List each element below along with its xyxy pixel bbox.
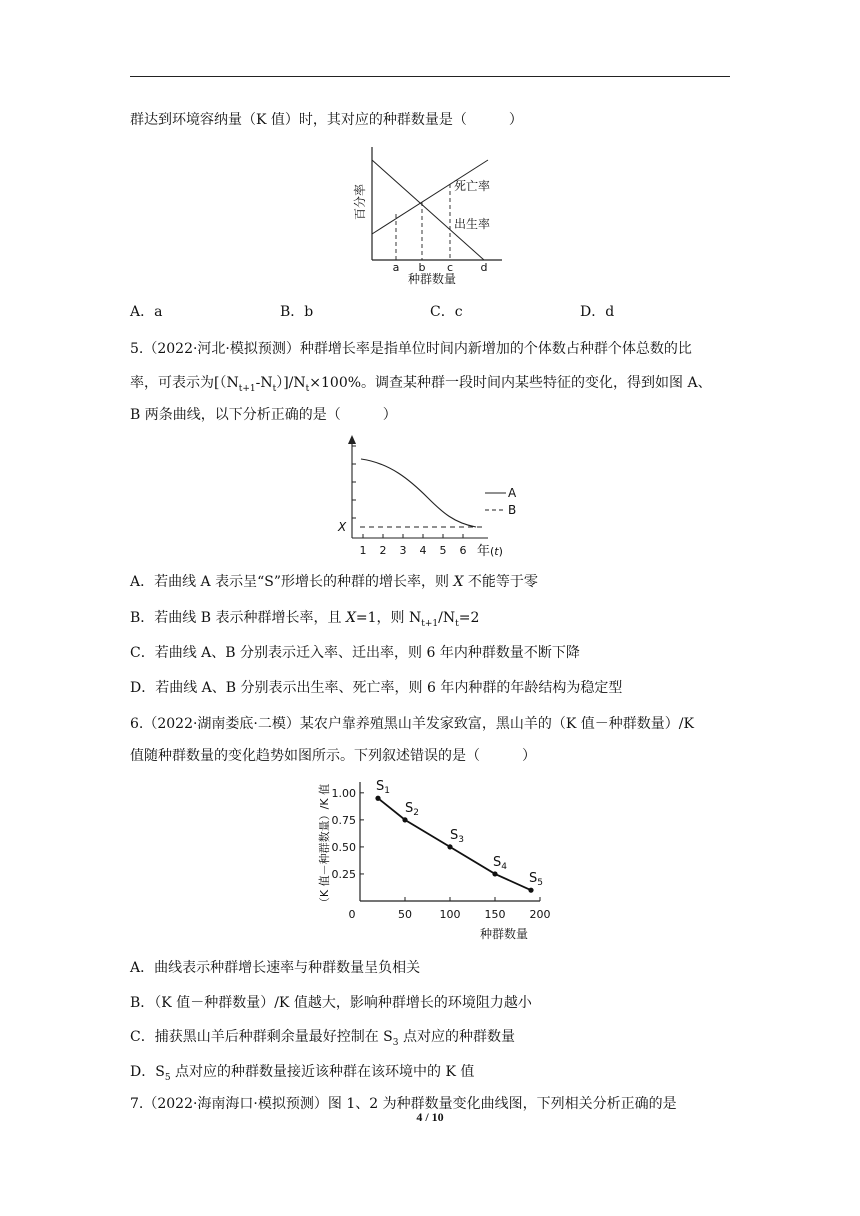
q4-tick-b: b [418,261,426,274]
q4-tick-c: c [446,261,454,274]
q5-figure [330,430,517,565]
q7-stem: 7.（2022·海南海口·模拟预测）图 1、2 为种群数量变化曲线图，下列相关分析正确的是 [130,1096,677,1112]
q6-point-label: $S_4$ [493,854,507,872]
q6-y-tick-label: 1.00 [331,786,356,800]
q5-tick-4: 4 [419,544,427,557]
q6-option-c: C．捕获黑山羊后种群剩余量最好控制在 $S_3$ 点对应的种群数量 [130,1029,515,1048]
q5-tick-1: 1 [359,544,367,557]
q5-option-c: C．若曲线 A、B 分别表示迁入率、迁出率，则 6 年内种群数量不断下降 [130,645,580,661]
q6-option-d: D．$S_5$ 点对应的种群数量接近该种群在该环境中的 K 值 [130,1064,475,1083]
q5-option-b: B．若曲线 B 表示种群增长率，且 X=1，则 $N_{t+1}/N_t=2$ [130,610,480,629]
q6-chart [308,774,558,946]
q6-point [402,817,407,822]
q6-point [528,888,533,893]
q5-option-a: A．若曲线 A 表示呈“S”形增长的种群的增长率，则 X 不能等于零 [130,574,538,590]
q6-option-b: B．（K 值－种群数量）/K 值越大，影响种群增长的环境阻力越小 [130,995,532,1011]
q4-option-d: D．d [580,304,615,320]
q6-y-tick-label: 0.25 [331,867,356,881]
q5-tick-5: 5 [439,544,447,557]
curve-a [361,459,476,527]
q4-line-label-death: 死亡率 [454,179,491,193]
q4-tick-a: a [392,261,400,274]
q6-x-tick-label: 50 [398,908,412,921]
q5-y-mark: X [338,520,347,534]
q6-ylabel: （K 值－种群数量）/K 值 [318,783,331,909]
q4-xlabel: 种群数量 [407,272,457,286]
q4-figure [342,142,512,287]
q4-tick-d: d [480,261,488,274]
q6-point-label: $S_3$ [450,827,464,845]
q5-option-d: D．若曲线 A、B 分别表示出生率、死亡率，则 6 年内种群的年龄结构为稳定型 [130,680,623,696]
q5-x-var: t [494,545,499,558]
q5-tick-3: 3 [399,544,407,557]
q6-y-tick-label: 0.50 [331,840,356,854]
q4-line-label-birth: 出生率 [454,217,491,231]
q4-ylabel: 百分率 [353,183,367,221]
svg-text:(t): (t) [490,545,503,558]
q6-option-a: A．曲线表示种群增长速率与种群数量呈负相关 [130,960,421,976]
header-rule [130,76,730,77]
q4-stem: 群达到环境容纳量（K 值）时，其对应的种群数量是（ ） [130,112,523,128]
q4-options [130,302,730,322]
q6-stem-line2: 值随种群数量的变化趋势如图所示。下列叙述错误的是（ ） [130,748,536,764]
q5-x-unit: 年 [477,544,491,559]
q6-point-label: $S_5$ [529,871,543,889]
q5-stem-line2: 率，可表示为$[(N_{t+1}-N_t)]/N_t\times 100\%$。调查某种群一段时间内某些特征的变化，得到如图 A、 [130,375,712,394]
q6-curve [378,798,531,890]
q6-x-tick-label: 200 [529,908,551,921]
q4-option-a: A．a [130,304,163,320]
q6-x-tick-label: 150 [484,908,506,921]
q5-legend-b: B [508,503,517,517]
q6-stem-line1: 6.（2022·湖南娄底·二模）某农户靠养殖黑山羊发家致富，黑山羊的（K 值－种群数量）/K [130,716,694,732]
q6-point-label: $S_2$ [405,800,419,818]
q6-point-label: $S_1$ [376,779,390,797]
q5-tick-6: 6 [459,544,467,557]
q5-stem-line3: B 两条曲线，以下分析正确的是（ ） [130,407,397,423]
q5-legend-a: A [508,486,517,500]
q4-option-c: C．c [430,304,463,320]
q4-option-b: B．b [280,304,314,320]
q6-y-tick-label: 0.75 [331,813,356,827]
q6-point [447,844,452,849]
page-number: 4 / 10 [416,1110,444,1124]
q5-stem-line1: 5.（2022·河北·模拟预测）种群增长率是指单位时间内新增加的个体数占种群个体总数的比 [130,341,692,357]
q6-x-tick-label: 100 [439,908,461,921]
q6-xlabel: 种群数量 [479,927,529,941]
birth-rate-line [372,160,484,260]
q6-point [492,871,497,876]
q5-tick-2: 2 [379,544,387,557]
q6-point [375,796,380,801]
q6-x-tick-label: 0 [348,908,356,921]
